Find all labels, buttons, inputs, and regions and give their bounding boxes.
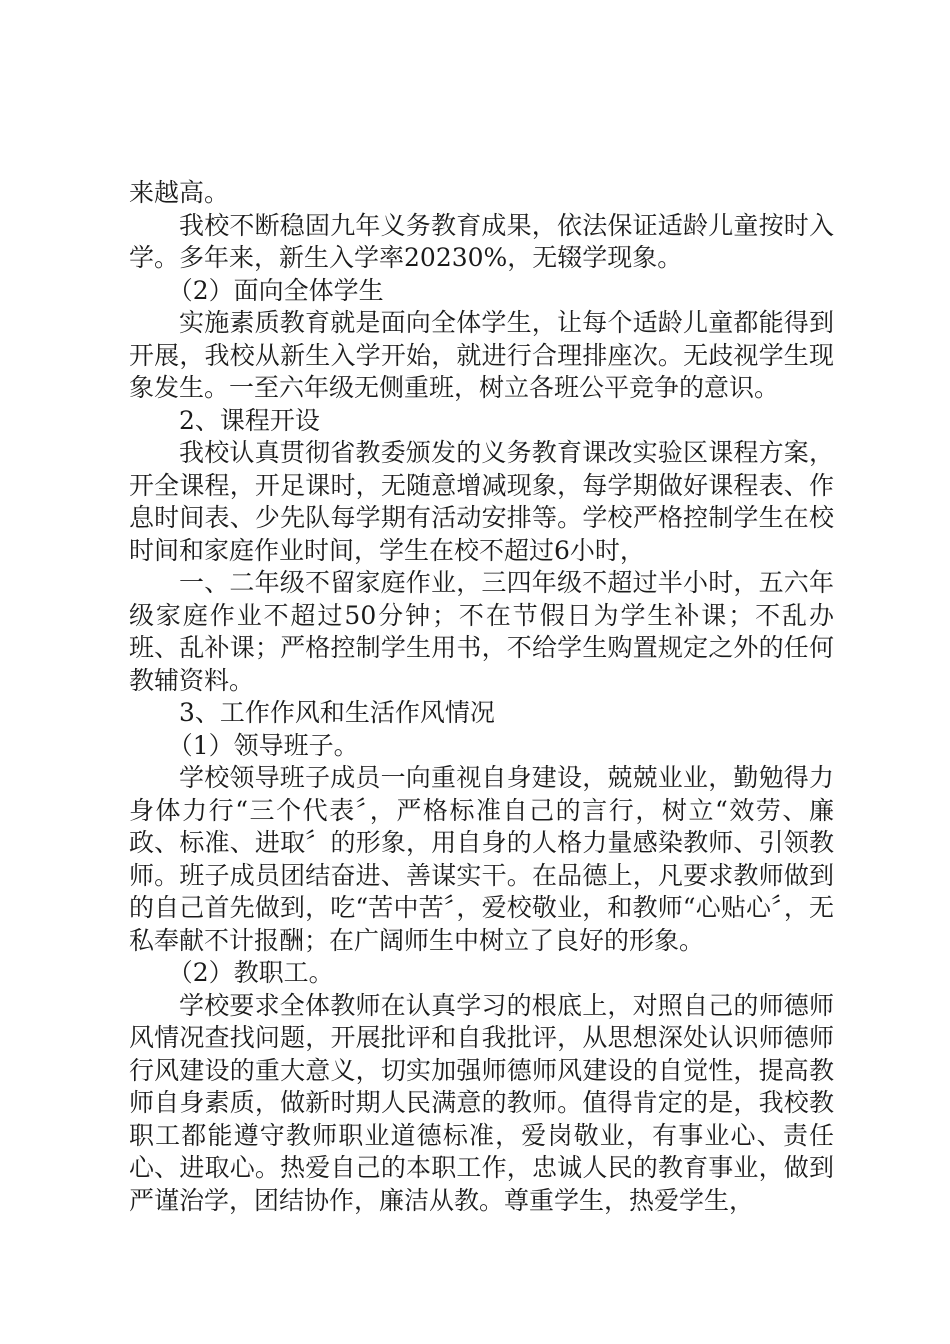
subheading-leadership: （1）领导班子。 (167, 730, 359, 760)
subheading-staff: （2）教职工。 (167, 958, 334, 987)
paragraph-curriculum: 我校认真贯彻省教委颁发的义务教育课改实验区课程方案，开全课程，开足课时，无随意增减现象，每学期做好课程表、作息时间表、少先队每学期有活动安排等。学校严格控制学生在校时间和家庭作业时间，学生在校不超过6小时， (129, 438, 834, 565)
heading-work-style: 3、工作作风和生活作风情况 (179, 698, 495, 727)
paragraph-homework: 一、二年级不留家庭作业，三四年级不超过半小时，五六年级家庭作业不超过50分钟；不在节假日为学生补课；不乱办班、乱补课；严格控制学生用书，不给学生购置规定之外的任何教辅资料。 (129, 568, 834, 695)
paragraph-staff: 学校要求全体教师在认真学习的根底上，对照自己的师德师风情况查找问题，开展批评和自我批评，从思想深处认识师德师行风建设的重大意义，切实加强师德师风建设的自觉性，提高教师自身素质，做新时期人民满意的教师。值得肯定的是，我校教职工都能遵守教师职业道德标准，爱岗敬业，有事业心、责任心、进取心。热爱自己的本职工作，忠诚人民的教育事业，做到严谨治学，团结协作，廉洁从教。尊重学生，热爱学生， (129, 990, 834, 1215)
paragraph-continuation: 来越高。 (129, 178, 230, 207)
subheading-all-students: （2）面向全体学生 (167, 275, 384, 305)
paragraph-leadership: 学校领导班子成员一向重视自身建设，兢兢业业，勤勉得力身体力行“三个代表〞，严格标准自己的言行，树立“效劳、廉政、标准、进取〞的形象，用自身的人格力量感染教师、引领教师。班子成员团结奋进、善谋实干。在品德上，凡要求教师做到的自己首先做到，吃“苦中苦〞，爱校敬业，和教师“心贴心〞，无私奉献不计报酬；在广阔师生中树立了良好的形象。 (129, 763, 834, 955)
document-body (129, 177, 834, 1217)
paragraph-enrollment: 我校不断稳固九年义务教育成果，依法保证适龄儿童按时入学。多年来，新生入学率20230%，无辍学现象。 (129, 210, 834, 272)
paragraph-quality-education: 实施素质教育就是面向全体学生，让每个适龄儿童都能得到开展，我校从新生入学开始，就进行合理排座次。无歧视学生现象发生。一至六年级无侧重班，树立各班公平竞争的意识。 (129, 308, 834, 402)
heading-curriculum: 2、课程开设 (179, 405, 320, 435)
